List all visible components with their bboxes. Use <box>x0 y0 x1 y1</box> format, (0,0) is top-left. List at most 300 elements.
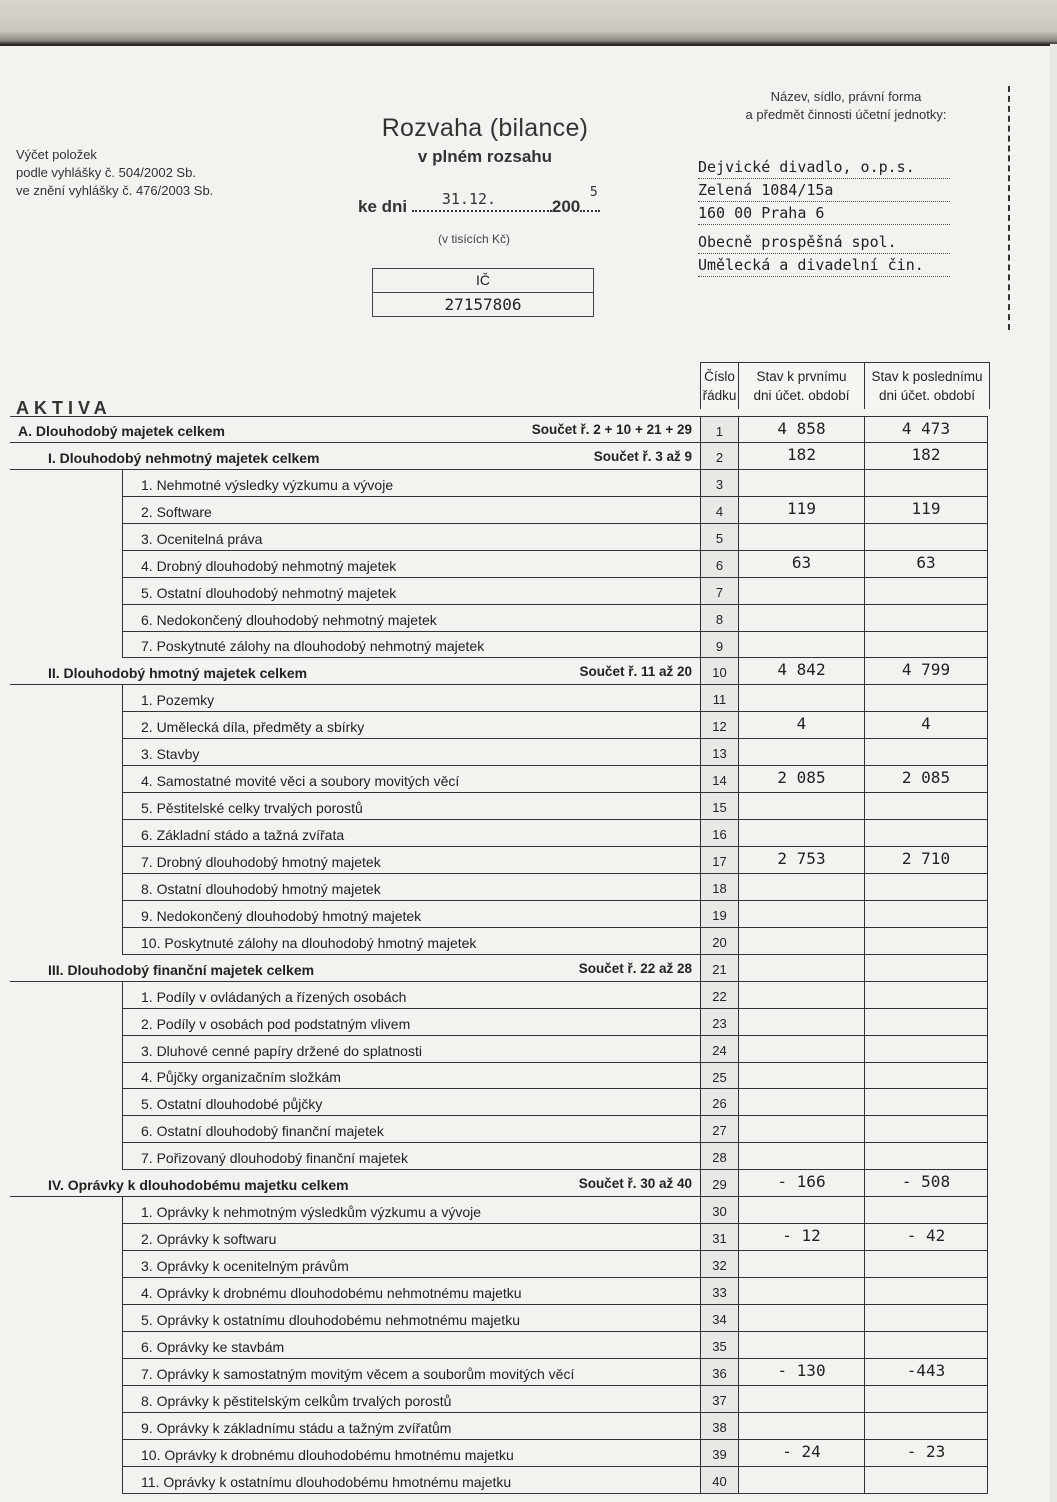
value-first-day: - 166 <box>777 1172 826 1192</box>
row-label: 5. Pěstitelské celky trvalých porostů <box>141 800 363 817</box>
row-description <box>122 1413 700 1440</box>
row-label: IV. Oprávky k dlouhodobému majetku celkem <box>48 1177 349 1194</box>
value-first-day-cell <box>738 712 864 739</box>
legal-line: ve znění vyhlášky č. 476/2003 Sb. <box>16 183 214 198</box>
value-first-day-cell <box>738 551 864 578</box>
row-label: 2. Software <box>141 503 212 520</box>
value-last-day-cell <box>864 901 988 928</box>
legal-line: podle vyhlášky č. 504/2002 Sb. <box>16 165 196 180</box>
row-label: 6. Základní stádo a tažná zvířata <box>141 827 345 843</box>
row-number: 11 <box>700 685 738 712</box>
scanner-edge <box>0 0 1057 44</box>
value-first-day-cell <box>738 658 864 685</box>
table-row <box>10 632 990 659</box>
value-first-day: 4 <box>796 714 807 734</box>
row-description <box>122 551 700 578</box>
row-description <box>122 578 700 605</box>
row-description <box>122 1467 700 1494</box>
table-row <box>10 1278 990 1305</box>
value-first-day-cell <box>738 1224 864 1251</box>
row-number: 39 <box>700 1440 738 1467</box>
row-description <box>10 955 700 982</box>
value-first-day-cell <box>738 497 864 524</box>
table-header <box>700 362 990 409</box>
row-number: 35 <box>700 1332 738 1359</box>
value-last-day: 182 <box>911 444 941 464</box>
value-first-day-cell <box>738 955 864 982</box>
column-header-last-day <box>865 363 989 409</box>
value-last-day-cell <box>864 416 988 443</box>
row-formula: Součet ř. 30 až 40 <box>578 1176 692 1192</box>
value-last-day: - 23 <box>906 1441 946 1461</box>
row-number: 28 <box>700 1143 738 1170</box>
header-text: řádku <box>702 388 737 403</box>
value-last-day-cell <box>864 955 988 982</box>
row-description <box>122 1197 700 1224</box>
row-label: 9. Nedokončený dlouhodobý hmotný majetek <box>141 907 422 924</box>
value-first-day-cell <box>738 632 864 659</box>
row-description <box>122 820 700 847</box>
row-description <box>122 1116 700 1143</box>
value-first-day-cell <box>738 1197 864 1224</box>
value-last-day-cell <box>864 1467 988 1494</box>
row-description <box>122 1359 700 1386</box>
header-text: dni účet. období <box>753 388 850 403</box>
row-description <box>122 1009 700 1036</box>
header-text: Stav k poslednímu <box>871 369 983 384</box>
row-number: 5 <box>700 524 738 551</box>
row-label: 3. Stavby <box>141 746 200 763</box>
row-number: 34 <box>700 1305 738 1332</box>
entity-caption-line: a předmět činnosti účetní jednotky: <box>745 107 947 122</box>
row-number: 21 <box>700 955 738 982</box>
value-last-day-cell <box>864 928 988 955</box>
value-last-day-cell <box>864 1009 988 1036</box>
value-first-day-cell <box>738 901 864 928</box>
value-first-day: 4 842 <box>777 660 826 680</box>
row-description <box>122 524 700 551</box>
value-first-day-cell <box>738 1143 864 1170</box>
value-last-day-cell <box>864 1224 988 1251</box>
table-row <box>10 605 990 632</box>
row-description <box>122 739 700 766</box>
table-row <box>10 1386 990 1413</box>
row-label: 3. Ocenitelná práva <box>141 530 263 547</box>
entity-city: 160 00 Praha 6 <box>698 202 950 225</box>
legal-reference <box>16 146 213 200</box>
header-text: dni účet. období <box>878 388 976 403</box>
document-title: Rozvaha (bilance) <box>381 114 589 142</box>
value-first-day: - 12 <box>782 1226 821 1246</box>
row-label: 2. Podíly v osobách pod podstatným vlivem <box>141 1015 411 1032</box>
row-number: 24 <box>700 1036 738 1063</box>
row-number: 38 <box>700 1413 738 1440</box>
row-number: 14 <box>700 766 738 793</box>
value-first-day-cell <box>738 1009 864 1036</box>
row-label: 1. Podíly v ovládaných a řízených osobách <box>141 988 407 1005</box>
row-label: A. Dlouhodobý majetek celkem <box>18 422 225 439</box>
date-prefix: ke dni <box>358 197 408 216</box>
value-first-day-cell <box>738 766 864 793</box>
row-description <box>122 470 700 497</box>
row-number: 33 <box>700 1278 738 1305</box>
table-row <box>10 928 990 955</box>
value-last-day-cell <box>864 1440 988 1467</box>
row-description <box>122 1386 700 1413</box>
value-last-day-cell <box>864 847 988 874</box>
value-first-day-cell <box>738 928 864 955</box>
row-label: 6. Oprávky ke stavbám <box>141 1338 285 1355</box>
row-description <box>122 1143 700 1170</box>
table-row-subtotal <box>10 443 990 470</box>
table-row <box>10 497 990 524</box>
value-last-day-cell <box>864 1170 988 1197</box>
table-row <box>10 578 990 605</box>
row-description <box>122 1440 700 1467</box>
table-row <box>10 1251 990 1278</box>
table-row <box>10 847 990 874</box>
value-last-day-cell <box>864 1359 988 1386</box>
row-number: 15 <box>700 793 738 820</box>
value-last-day-cell <box>864 658 988 685</box>
row-label: 1. Pozemky <box>141 692 215 709</box>
table-row <box>10 1116 990 1143</box>
table-row <box>10 766 990 793</box>
header-text: Číslo <box>704 369 735 384</box>
table-row <box>10 1143 990 1170</box>
value-last-day-cell <box>864 1278 988 1305</box>
row-number: 1 <box>700 416 738 443</box>
row-label: 5. Ostatní dlouhodobý nehmotný majetek <box>141 584 397 601</box>
value-last-day: 4 799 <box>901 660 951 680</box>
value-last-day-cell <box>864 1063 988 1090</box>
row-label: 4. Samostatné movité věci a soubory movitých věcí <box>141 773 460 790</box>
row-description <box>122 1063 700 1090</box>
entity-caption <box>684 88 1008 124</box>
row-description <box>10 443 700 470</box>
value-first-day-cell <box>738 1116 864 1143</box>
row-number: 18 <box>700 874 738 901</box>
table-row <box>10 820 990 847</box>
value-first-day-cell <box>738 1170 864 1197</box>
value-last-day-cell <box>864 1036 988 1063</box>
value-last-day-cell <box>864 793 988 820</box>
row-description <box>10 658 700 685</box>
value-last-day-cell <box>864 1116 988 1143</box>
row-number: 26 <box>700 1089 738 1116</box>
table-row <box>10 712 990 739</box>
row-formula: Součet ř. 22 až 28 <box>578 960 692 976</box>
row-number: 31 <box>700 1224 738 1251</box>
value-last-day: - 42 <box>906 1226 946 1246</box>
table-row-subtotal <box>10 955 990 982</box>
column-header-first-day <box>739 363 865 409</box>
row-label: 5. Ostatní dlouhodobé půjčky <box>141 1096 323 1113</box>
value-last-day-cell <box>864 1386 988 1413</box>
entity-legal-form: Obecně prospěšná spol. <box>698 231 950 254</box>
row-label: 8. Oprávky k pěstitelským celkům trvalých porostů <box>141 1392 452 1409</box>
table-row <box>10 1063 990 1090</box>
value-last-day: 4 <box>921 714 931 734</box>
value-last-day-cell <box>864 632 988 659</box>
value-first-day-cell <box>738 470 864 497</box>
row-number: 23 <box>700 1009 738 1036</box>
table-row-subtotal <box>10 416 990 443</box>
value-first-day-cell <box>738 820 864 847</box>
row-number: 10 <box>700 658 738 685</box>
value-first-day-cell <box>738 1413 864 1440</box>
value-first-day: 2 753 <box>777 849 826 868</box>
row-label: 7. Pořizovaný dlouhodobý finanční majetek <box>141 1150 408 1167</box>
value-first-day-cell <box>738 982 864 1009</box>
value-last-day-cell <box>864 497 988 524</box>
value-first-day-cell <box>738 605 864 632</box>
section-title: AKTIVA <box>16 398 112 418</box>
table-row <box>10 1089 990 1116</box>
value-last-day-cell <box>864 1143 988 1170</box>
table-row-subtotal <box>10 658 990 685</box>
value-first-day-cell <box>738 1440 864 1467</box>
row-number: 32 <box>700 1251 738 1278</box>
row-label: II. Dlouhodobý hmotný majetek celkem <box>48 665 308 682</box>
ic-value: 27157806 <box>444 295 522 314</box>
row-number: 16 <box>700 820 738 847</box>
table-row <box>10 874 990 901</box>
row-number: 30 <box>700 1197 738 1224</box>
entity-activity: Umělecká a divadelní čin. <box>698 254 950 277</box>
table-row <box>10 1224 990 1251</box>
value-first-day-cell <box>738 1251 864 1278</box>
row-label: 3. Dluhové cenné papíry držené do splatnosti <box>141 1042 422 1059</box>
row-description <box>122 685 700 712</box>
table-row <box>10 1440 990 1467</box>
row-label: III. Dlouhodobý finanční majetek celkem <box>48 961 315 978</box>
row-number: 37 <box>700 1386 738 1413</box>
row-description <box>122 632 700 659</box>
row-number: 8 <box>700 605 738 632</box>
value-last-day-cell <box>864 1089 988 1116</box>
table-row <box>10 1332 990 1359</box>
value-last-day-cell <box>864 820 988 847</box>
row-description <box>122 793 700 820</box>
row-label: 6. Nedokončený dlouhodobý nehmotný majetek <box>141 611 437 628</box>
value-last-day-cell <box>864 443 988 470</box>
value-last-day: 4 473 <box>901 419 951 438</box>
value-first-day-cell <box>738 1063 864 1090</box>
row-label: 6. Ostatní dlouhodobý finanční majetek <box>141 1123 384 1140</box>
row-number: 3 <box>700 470 738 497</box>
row-label: 1. Nehmotné výsledky výzkumu a vývoje <box>141 476 394 493</box>
value-first-day-cell <box>738 1332 864 1359</box>
row-number: 9 <box>700 632 738 659</box>
row-description <box>122 901 700 928</box>
row-description <box>122 1332 700 1359</box>
value-last-day-cell <box>864 739 988 766</box>
row-description <box>122 605 700 632</box>
value-last-day: - 508 <box>901 1172 951 1192</box>
value-first-day-cell <box>738 793 864 820</box>
row-label: 10. Poskytnuté zálohy na dlouhodobý hmotný majetek <box>141 934 477 951</box>
row-label: 7. Poskytnuté zálohy na dlouhodobý nehmotný majetek <box>141 638 485 655</box>
row-number: 29 <box>700 1170 738 1197</box>
value-first-day-cell <box>738 739 864 766</box>
value-last-day: 119 <box>911 498 941 518</box>
row-description <box>122 874 700 901</box>
value-first-day-cell <box>738 1278 864 1305</box>
value-first-day: 119 <box>787 498 816 518</box>
row-formula: Součet ř. 11 až 20 <box>579 664 692 680</box>
row-number: 19 <box>700 901 738 928</box>
value-first-day-cell <box>738 443 864 470</box>
table-row <box>10 982 990 1009</box>
row-label: 8. Ostatní dlouhodobý hmotný majetek <box>141 880 381 897</box>
value-first-day: 2 085 <box>777 768 826 788</box>
value-first-day-cell <box>738 847 864 874</box>
entity-name: Dejvické divadlo, o.p.s. <box>698 156 950 179</box>
date-value: 31.12. <box>441 190 497 208</box>
row-description <box>122 982 700 1009</box>
value-last-day-cell <box>864 1305 988 1332</box>
value-first-day-cell <box>738 578 864 605</box>
value-first-day-cell <box>738 1089 864 1116</box>
value-first-day-cell <box>738 874 864 901</box>
table-row <box>10 901 990 928</box>
ic-box <box>372 268 594 317</box>
row-number: 2 <box>700 443 738 470</box>
row-number: 6 <box>700 551 738 578</box>
table-row <box>10 1036 990 1063</box>
row-description <box>122 847 700 874</box>
row-description <box>122 766 700 793</box>
row-description <box>122 928 700 955</box>
row-number: 20 <box>700 928 738 955</box>
value-last-day-cell <box>864 605 988 632</box>
value-first-day: 63 <box>791 552 812 572</box>
row-number: 13 <box>700 739 738 766</box>
entity-caption-line: Název, sídlo, právní forma <box>770 89 922 104</box>
ic-label: IČ <box>373 269 593 293</box>
entity-street: Zelená 1084/15a <box>698 179 950 202</box>
table-row <box>10 1305 990 1332</box>
table-row <box>10 470 990 497</box>
row-label: 7. Drobný dlouhodobý hmotný majetek <box>141 853 381 870</box>
row-label: 11. Oprávky k ostatnímu dlouhodobému hmotnému majetku <box>141 1473 512 1490</box>
value-first-day-cell <box>738 524 864 551</box>
title-block <box>340 114 630 167</box>
row-number: 4 <box>700 497 738 524</box>
value-first-day: - 130 <box>777 1360 826 1380</box>
table-row <box>10 551 990 578</box>
table-row <box>10 1009 990 1036</box>
table-row <box>10 793 990 820</box>
table-row <box>10 524 990 551</box>
value-first-day-cell <box>738 1359 864 1386</box>
row-formula: Součet ř. 3 až 9 <box>593 448 692 464</box>
value-first-day-cell <box>738 1386 864 1413</box>
row-description <box>122 712 700 739</box>
table-row <box>10 739 990 766</box>
row-label: 4. Oprávky k drobnému dlouhodobému nehmotnému majetku <box>141 1284 522 1301</box>
value-last-day-cell <box>864 1332 988 1359</box>
row-description <box>122 1036 700 1063</box>
row-label: 2. Umělecká díla, předměty a sbírky <box>141 719 365 736</box>
value-last-day-cell <box>864 982 988 1009</box>
value-last-day-cell <box>864 470 988 497</box>
row-number: 25 <box>700 1063 738 1090</box>
value-last-day-cell <box>864 578 988 605</box>
value-first-day: 4 858 <box>777 419 826 438</box>
units-note: (v tisících Kč) <box>438 232 511 246</box>
document-subtitle: v plném rozsahu <box>417 147 553 166</box>
row-label: 9. Oprávky k základnímu stádu a tažným zvířatům <box>141 1419 452 1436</box>
row-number: 40 <box>700 1467 738 1494</box>
table-row-subtotal <box>10 1170 990 1197</box>
value-last-day-cell <box>864 685 988 712</box>
value-last-day-cell <box>864 1197 988 1224</box>
row-number: 17 <box>700 847 738 874</box>
value-last-day-cell <box>864 712 988 739</box>
column-header-row-no <box>701 363 739 409</box>
header-text: Stav k prvnímu <box>756 369 847 384</box>
row-number: 22 <box>700 982 738 1009</box>
report-date <box>358 185 600 217</box>
value-first-day-cell <box>738 1467 864 1494</box>
row-description <box>10 416 700 443</box>
row-description <box>122 497 700 524</box>
row-number: 12 <box>700 712 738 739</box>
row-description <box>122 1278 700 1305</box>
row-label: 2. Oprávky k softwaru <box>141 1231 277 1248</box>
table-row <box>10 1359 990 1386</box>
value-last-day: -443 <box>906 1360 946 1380</box>
row-label: 7. Oprávky k samostatným movitým věcem a souborům movitých věcí <box>141 1365 575 1382</box>
row-number: 36 <box>700 1359 738 1386</box>
row-formula: Součet ř. 2 + 10 + 21 + 29 <box>531 421 692 437</box>
value-first-day-cell <box>738 416 864 443</box>
value-last-day-cell <box>864 551 988 578</box>
value-last-day-cell <box>864 524 988 551</box>
entity-info <box>684 86 1010 330</box>
value-last-day-cell <box>864 1251 988 1278</box>
row-description <box>122 1305 700 1332</box>
row-label: 4. Drobný dlouhodobý nehmotný majetek <box>141 557 397 574</box>
row-label: 5. Oprávky k ostatnímu dlouhodobému nehmotnému majetku <box>141 1311 520 1328</box>
value-last-day-cell <box>864 874 988 901</box>
legal-line: Výčet položek <box>16 147 97 162</box>
year-prefix: 200 <box>551 197 581 216</box>
table-row <box>10 1467 990 1494</box>
row-label: 3. Oprávky k ocenitelným právům <box>141 1258 349 1274</box>
value-last-day-cell <box>864 766 988 793</box>
row-label: I. Dlouhodobý nehmotný majetek celkem <box>48 449 320 466</box>
row-description <box>10 1170 700 1197</box>
value-first-day: - 24 <box>782 1441 821 1461</box>
row-label: 1. Oprávky k nehmotným výsledkům výzkumu a vývoje <box>141 1204 482 1221</box>
table-row <box>10 1197 990 1224</box>
table-row <box>10 1413 990 1440</box>
row-number: 27 <box>700 1116 738 1143</box>
value-first-day: 182 <box>787 444 816 464</box>
year-suffix: 5 <box>589 185 598 200</box>
table-row <box>10 685 990 712</box>
value-last-day: 2 710 <box>901 849 951 868</box>
row-description <box>122 1224 700 1251</box>
row-description <box>122 1089 700 1116</box>
balance-table <box>10 416 990 1494</box>
row-label: 4. Půjčky organizačním složkám <box>141 1069 341 1086</box>
value-last-day: 63 <box>916 552 936 572</box>
value-last-day: 2 085 <box>901 768 951 788</box>
